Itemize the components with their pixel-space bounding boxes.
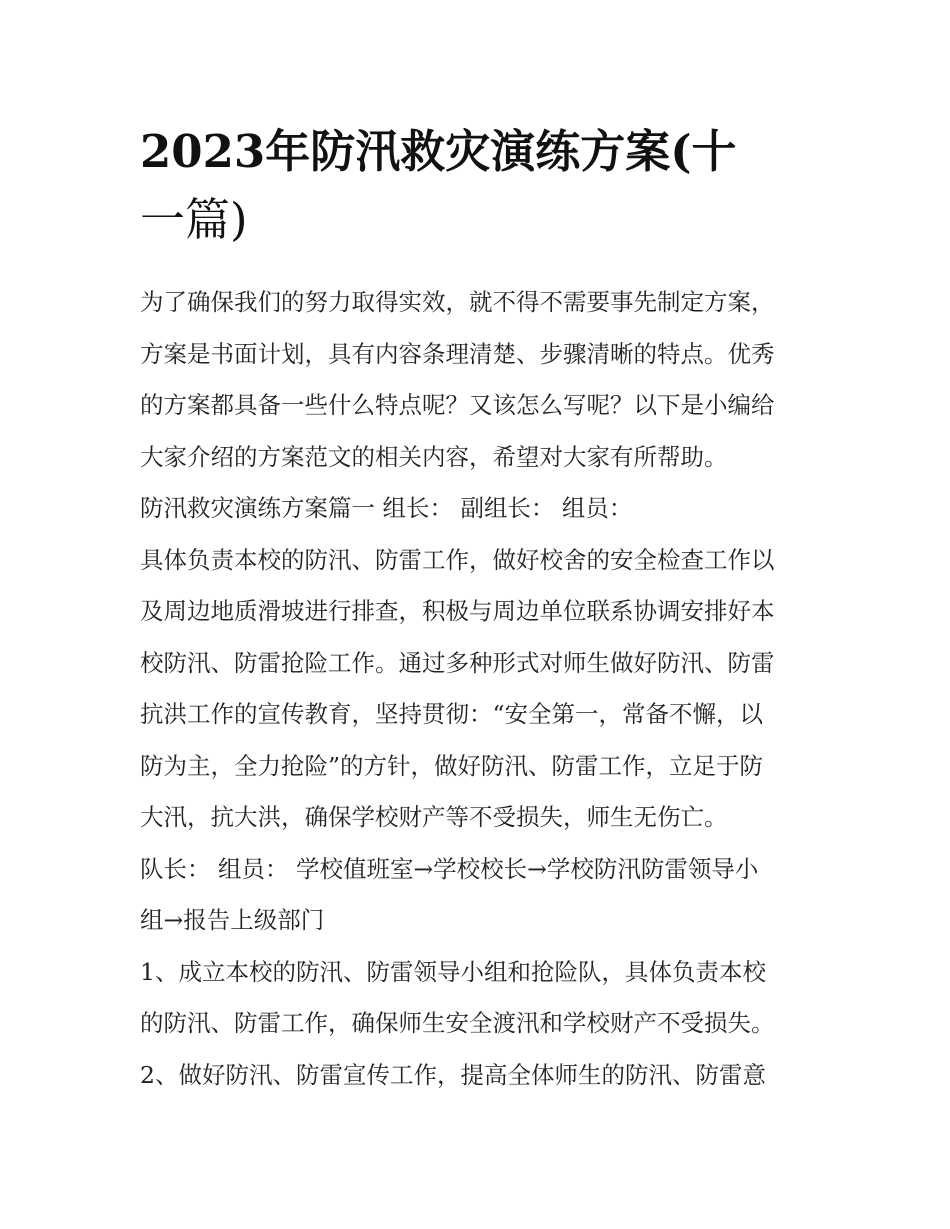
title-line-1: 2023年防汛救灾演练方案(十 (140, 125, 737, 178)
body-line: 组→报告上级部门 (140, 906, 325, 934)
document-title (140, 118, 820, 254)
body-line: 大家介绍的方案范文的相关内容，希望对大家有所帮助。 (140, 442, 728, 471)
title-line-2: 一篇) (140, 193, 248, 246)
body-line: 大汛，抗大洪，确保学校财产等不受损失，师生无伤亡。 (140, 803, 728, 831)
list-item: 2、做好防汛、防雷宣传工作，提高全体师生的防汛、防雷意 (140, 1060, 766, 1089)
document-body (140, 277, 830, 1101)
list-item: 1、成立本校的防汛、防雷领导小组和抢险队，具体负责本校 (140, 957, 766, 986)
body-line: 及周边地质滑坡进行排查，积极与周边单位联系协调安排好本 (140, 597, 775, 625)
body-line: 的方案都具备一些什么特点呢？又该怎么写呢？以下是小编给 (140, 391, 775, 419)
body-line: 为了确保我们的努力取得实效，就不得不需要事先制定方案， (140, 288, 775, 316)
body-line: 校防汛、防雷抢险工作。通过多种形式对师生做好防汛、防雷 (140, 648, 775, 677)
section-heading-line: 防汛救灾演练方案篇一 组长： 副组长： 组员： (140, 494, 633, 522)
body-line: 抗洪工作的宣传教育，坚持贯彻：“安全第一，常备不懈，以 (140, 700, 764, 728)
list-item-continuation: 的防汛、防雷工作，确保师生安全渡汛和学校财产不受损失。 (140, 1009, 775, 1037)
body-line: 队长： 组员： 学校值班室→学校校长→学校防汛防雷领导小 (140, 854, 759, 883)
body-line: 具体负责本校的防汛、防雷工作，做好校舍的安全检查工作以 (140, 545, 775, 574)
body-line: 防为主，全力抢险”的方针，做好防汛、防雷工作，立足于防 (140, 751, 764, 780)
body-line: 方案是书面计划，具有内容条理清楚、步骤清晰的特点。优秀 (140, 339, 775, 368)
